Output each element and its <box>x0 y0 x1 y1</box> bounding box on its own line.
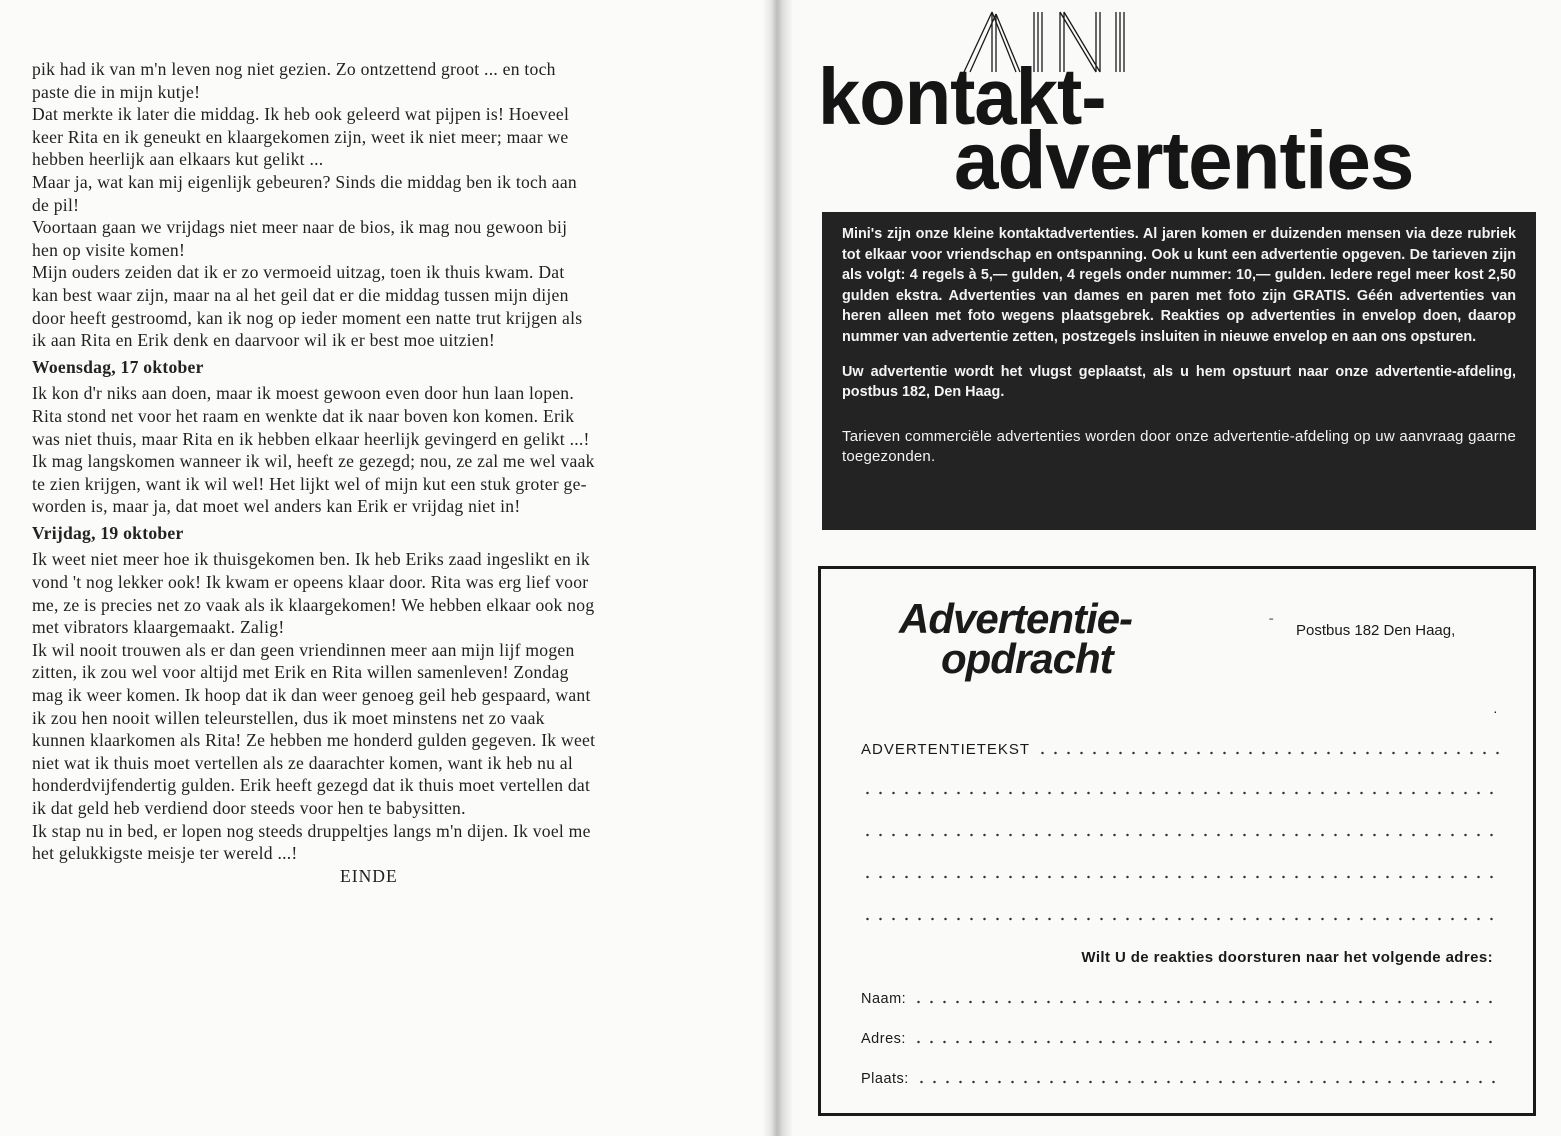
story-line: hen op visite komen! <box>32 239 186 260</box>
name-label: Naam: <box>861 991 907 1007</box>
story-line: ik aan Rita en Erik denk en daarvoor wil ik er best moe uitzien! <box>32 330 496 351</box>
ad-text-line[interactable] <box>861 833 1501 840</box>
advertisement-order-form <box>818 566 1536 1116</box>
dotted-line <box>1036 751 1501 755</box>
story-line: de pil! <box>32 194 80 215</box>
dotted-line <box>861 917 1501 921</box>
story-line: met vibrators klaargemaakt. Zalig! <box>32 617 285 638</box>
story-line: Ik weet niet meer hoe ik thuisgekomen ben. Ik heb Eriks zaad ingeslikt en ik <box>32 549 590 570</box>
info-paragraph: Tarieven commerciële advertenties worden door onze advertentie-afdeling op uw aanvraag gaarne toegezonden. <box>842 427 1516 466</box>
ad-text-field[interactable] <box>861 741 1501 758</box>
story-line: honderdvijfendertig gulden. Erik heeft gezegd dat ik thuis moet vertellen dat <box>32 775 591 796</box>
story-line: Ik wil nooit trouwen als er dan geen vriendinnen meer aan mijn lijf mogen <box>32 639 575 660</box>
story-text <box>32 58 712 887</box>
story-line: het gelukkigste meisje ter wereld ...! <box>32 843 298 864</box>
story-line: te zien krijgen, want ik wil wel! Het lijkt wel of mijn kut een stuk groter ge- <box>32 473 587 494</box>
ad-text-line[interactable] <box>861 791 1501 798</box>
page-gutter <box>762 0 792 1136</box>
story-line: pik had ik van m'n leven nog niet gezien. Zo ontzettend groot ... en toch <box>32 59 556 79</box>
story-line: Ik stap nu in bed, er lopen nog steeds druppeltjes langs m'n dijen. Ik voel me <box>32 820 591 841</box>
story-line: Mijn ouders zeiden dat ik er zo vermoeid uitzag, toen ik thuis kwam. Dat <box>32 262 565 283</box>
dotted-line <box>915 1080 1501 1084</box>
story-line: Ik mag langskomen wanneer ik wil, heeft ze gezegd; nou, ze zal me wel vaak <box>32 451 595 472</box>
story-line: me, ze is precies net zo vaak als ik klaargekomen! We hebben elkaar ook nog <box>32 594 595 615</box>
story-line: mag ik weer komen. Ik hoop dat ik dan weer genoeg geil heb gespaard, want <box>32 685 591 706</box>
story-line: zitten, ik zou wel voor altijd met Erik en Rita willen samenleven! Zondag <box>32 662 569 683</box>
info-paragraph: Uw advertentie wordt het vlugst geplaatst, als u hem opstuurt naar onze advertentie-afdeling, postbus 182, Den Haag. <box>842 363 1516 401</box>
story-line: vond 't nog lekker ook! Ik kwam er opeens klaar door. Rita was erg lief voor <box>32 572 589 593</box>
story-line: hebben heerlijk aan elkaars kut gelikt ... <box>32 149 324 170</box>
dotted-line <box>912 1000 1501 1004</box>
story-line: Voortaan gaan we vrijdags niet meer naar de bios, ik mag nou gewoon bij <box>32 217 568 238</box>
info-paragraph: Mini's zijn onze kleine kontaktadvertenties. Al jaren komen er duizenden mensen via deze rubriek tot elkaar voor vriendschap en ontspanning. Ook u kunt een advertentie opgeven. De tarieven zijn als volgt: 4 regels à 5,— gulden, 4 regels onder nummer: 10,— gulden. Iedere regel meer kost 2,50 gulden ekstra. Advertenties van dames en paren met foto zijn GRATIS. Géén advertenties van heren alleen met foto wegens plaatsgebrek. Reakties op advertenties in envelop doen, daarop nummer van advertentie zetten, postzegels insluiten in nieuwe envelop en aan ons opsturen. <box>842 226 1516 345</box>
left-page <box>0 0 770 1136</box>
story-line: was niet thuis, maar Rita en ik hebben elkaar heerlijk gevingerd en gelikt ...! <box>32 428 590 449</box>
story-line: kunnen klaarkomen als Rita! Ze hebben me honderd gulden gegeven. Ik weet <box>32 730 596 751</box>
story-line: ik zou hen nooit willen teleurstellen, dus ik moet minstens net zo vaak <box>32 707 545 728</box>
ad-text-line[interactable] <box>861 875 1501 882</box>
dot-mark: · <box>1493 703 1498 719</box>
ad-text-label: ADVERTENTIETEKST <box>861 741 1031 758</box>
title-kontakt: kontakt- <box>818 52 1106 142</box>
story-line: ik dat geld heb verdiend door steeds voor hen te babysitten. <box>32 798 466 818</box>
story-line: keer Rita en ik geneukt en klaargekomen zijn, weet ik niet meer; maar we <box>32 126 569 147</box>
ad-text-line[interactable] <box>861 917 1501 924</box>
story-line: Maar ja, wat kan mij eigenlijk gebeuren? Sinds die middag ben ik toch aan <box>32 171 577 192</box>
city-label: Plaats: <box>861 1071 909 1087</box>
heading-friday: Vrijdag, 19 oktober <box>32 522 184 543</box>
name-field[interactable] <box>861 991 1501 1007</box>
story-line: niet wat ik thuis moet vertellen als ze daarachter komen, want ik heb nu al <box>32 752 574 773</box>
form-title <box>899 595 1133 682</box>
story-line: paste die in mijn kutje! <box>32 81 201 102</box>
story-line: Rita stond net voor het raam en wenkte dat ik naar boven kon komen. Erik <box>32 405 575 426</box>
end-marker: EINDE <box>340 865 398 886</box>
address-field[interactable] <box>861 1031 1501 1047</box>
story-line: worden is, maar ja, dat moet wel anders kan Erik er vrijdag niet in! <box>32 496 521 517</box>
address-label: Adres: <box>861 1031 906 1047</box>
story-line: door heeft gestroomd, kan ik nog op ieder moment een natte trut krijgen als <box>32 307 583 328</box>
info-box <box>822 212 1536 530</box>
tick-mark: ˉ <box>1269 615 1274 631</box>
story-line: Dat merkte ik later die middag. Ik heb ook geleerd wat pijpen is! Hoeveel <box>32 104 570 125</box>
dotted-line <box>861 833 1501 837</box>
form-address: Postbus 182 Den Haag, <box>1296 622 1456 639</box>
story-line: Ik kon d'r niks aan doen, maar ik moest gewoon even door hun laan lopen. <box>32 383 575 404</box>
dotted-line <box>912 1040 1501 1044</box>
dotted-line <box>861 791 1501 795</box>
forward-instruction: Wilt U de reakties doorsturen naar het volgende adres: <box>1081 949 1493 966</box>
heading-wednesday: Woensdag, 17 oktober <box>32 356 204 377</box>
title-advertenties: advertenties <box>954 114 1414 206</box>
story-line: kan best waar zijn, maar na al het geil dat er die middag tussen mijn dijen <box>32 284 569 305</box>
right-page <box>792 0 1561 1136</box>
city-field[interactable] <box>861 1071 1501 1087</box>
form-title-line: Advertentie- <box>899 595 1133 642</box>
dotted-line <box>861 875 1501 879</box>
form-title-line: opdracht <box>941 635 1113 682</box>
